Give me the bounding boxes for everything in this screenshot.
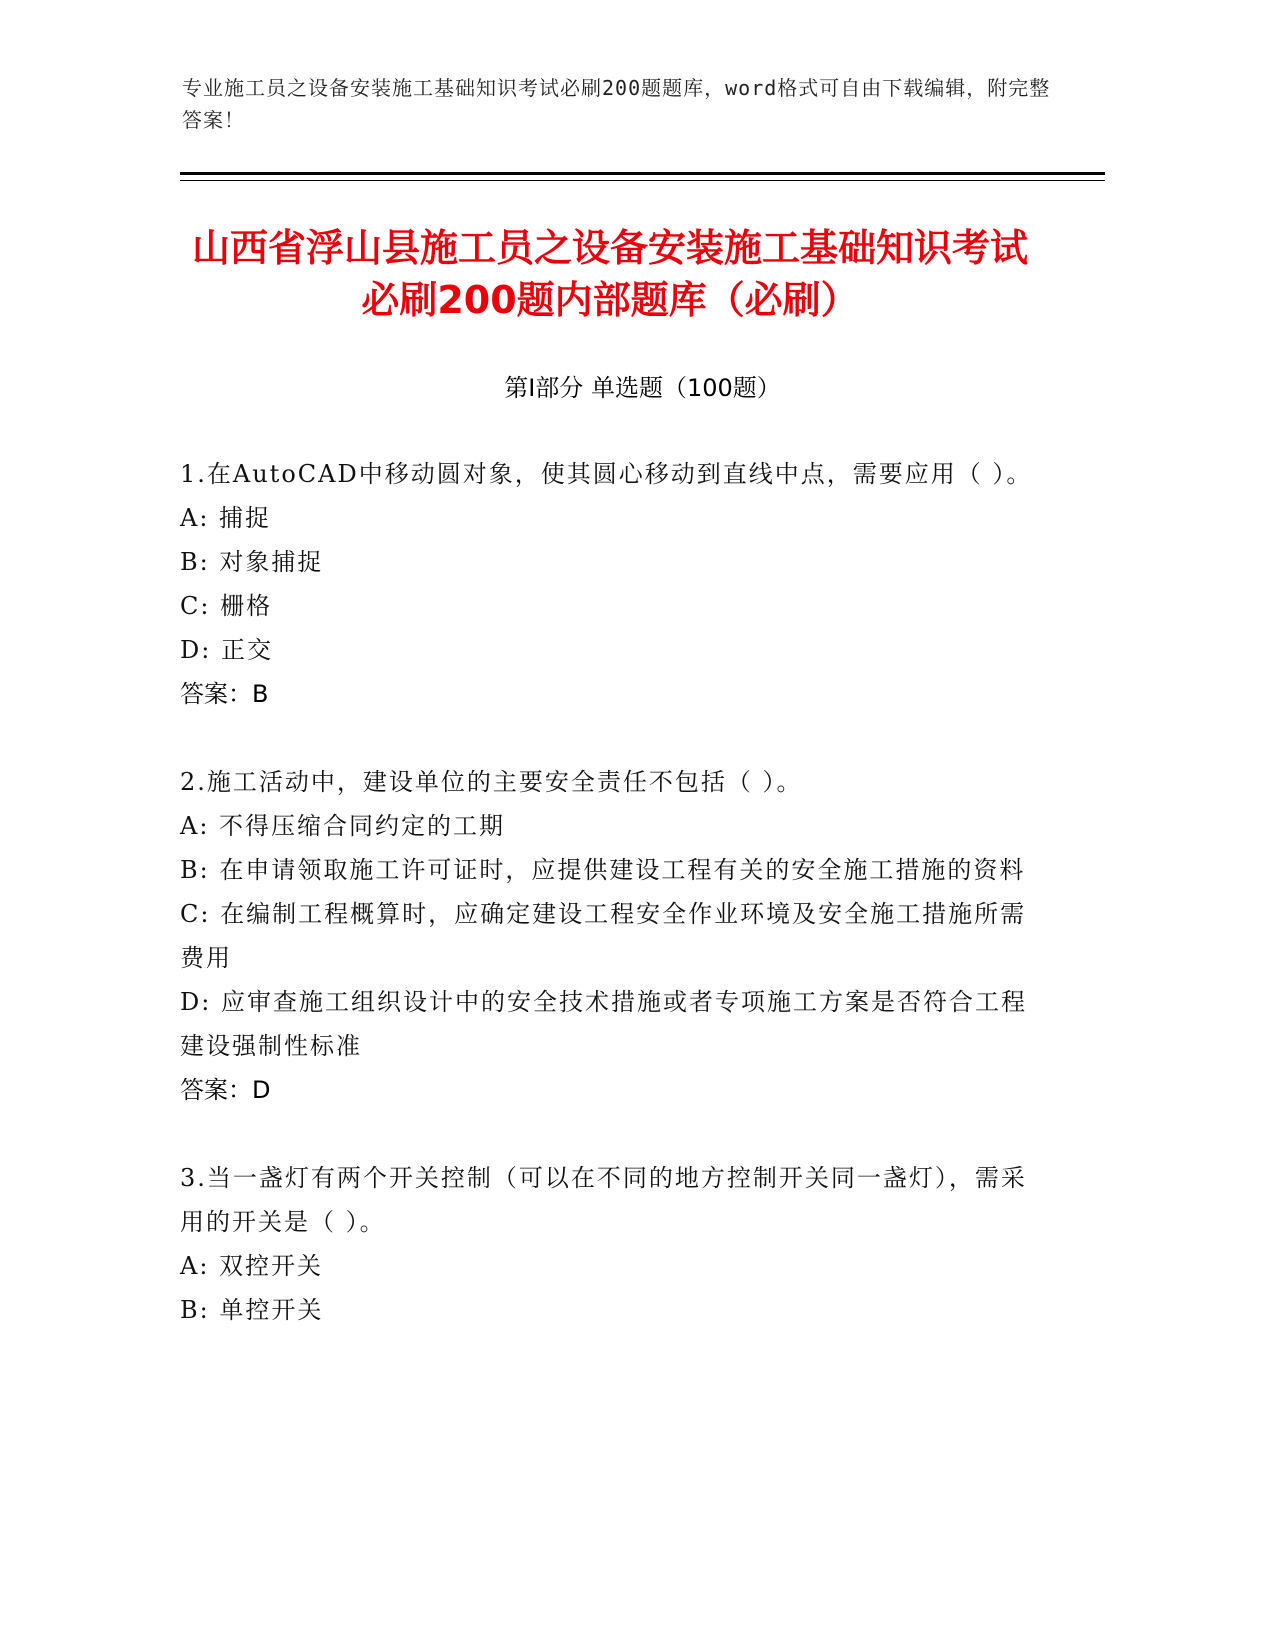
option-a: A: 双控开关 xyxy=(180,1252,324,1280)
option-b: B: 对象捕捉 xyxy=(180,548,324,576)
question-list xyxy=(180,452,1040,1376)
option-d: D: 应审查施工组织设计中的安全技术措施或者专项施工方案是否符合工程建设强制性标准 xyxy=(180,988,1027,1060)
question-text: 3.当一盏灯有两个开关控制（可以在不同的地方控制开关同一盏灯），需采用的开关是（ ）。 xyxy=(180,1164,1027,1236)
header-rule-thick xyxy=(180,172,1105,175)
question-text: 2.施工活动中，建设单位的主要安全责任不包括（ ）。 xyxy=(180,768,803,796)
option-a: A: 捕捉 xyxy=(180,504,272,532)
option-c: C: 在编制工程概算时，应确定建设工程安全作业环境及安全施工措施所需费用 xyxy=(180,900,1027,972)
option-a: A: 不得压缩合同约定的工期 xyxy=(180,812,506,840)
question-3 xyxy=(180,1156,1040,1332)
header-rule-thin xyxy=(180,180,1105,181)
answer: 答案：B xyxy=(180,680,269,708)
option-c: C: 栅格 xyxy=(180,592,273,620)
option-b: B: 在申请领取施工许可证时，应提供建设工程有关的安全施工措施的资料 xyxy=(180,856,1026,884)
question-text: 1.在AutoCAD中移动圆对象，使其圆心移动到直线中点，需要应用（ ）。 xyxy=(180,460,1033,488)
question-1 xyxy=(180,452,1040,716)
document-title: 山西省浮山县施工员之设备安装施工基础知识考试必刷200题内部题库（必刷） xyxy=(191,226,1028,322)
question-2 xyxy=(180,760,1040,1112)
header-note: 专业施工员之设备安装施工基础知识考试必刷200题题库，word格式可自由下载编辑，附完整答案！ xyxy=(182,76,1051,132)
answer: 答案：D xyxy=(180,1076,271,1104)
section-heading: 第Ⅰ部分 单选题（100题） xyxy=(504,374,781,402)
option-b: B: 单控开关 xyxy=(180,1296,324,1324)
option-d: D: 正交 xyxy=(180,636,273,664)
